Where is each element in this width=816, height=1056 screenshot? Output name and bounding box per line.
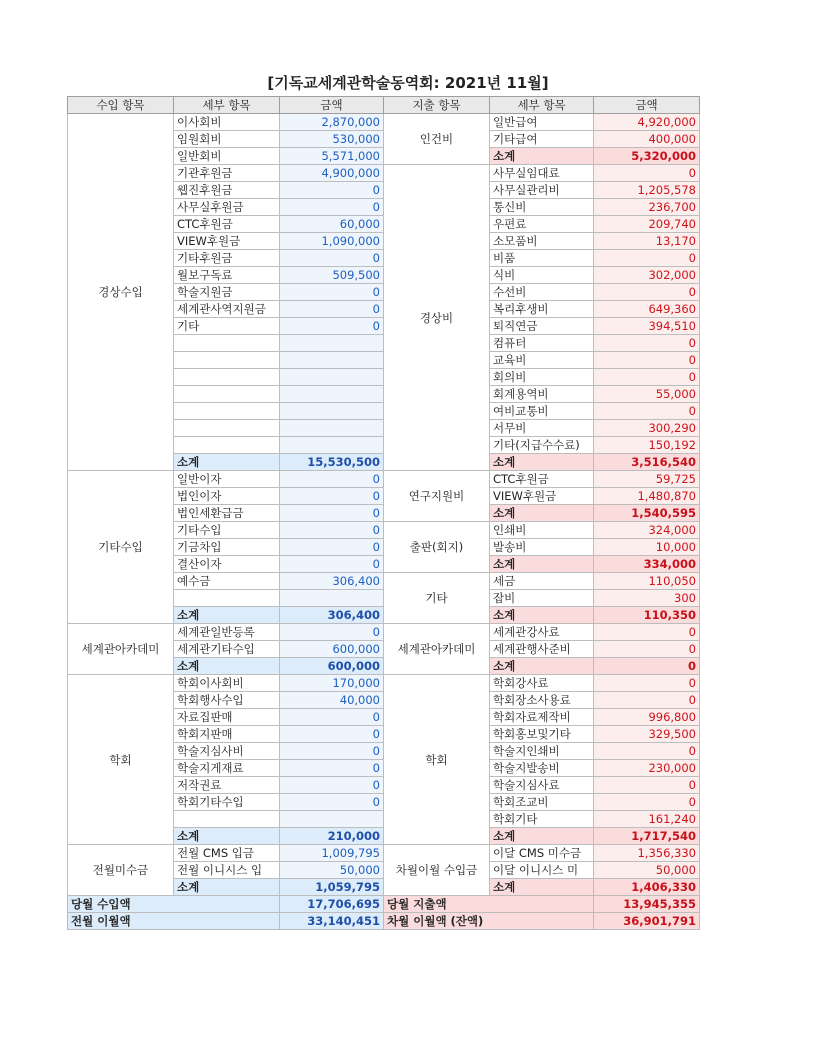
income-detail [174, 335, 280, 352]
income-total: 17,706,695 [280, 896, 384, 913]
expense-detail: 이달 이니시스 미 [490, 862, 594, 879]
income-detail: 학회행사수입 [174, 692, 280, 709]
expense-detail: 학회조교비 [490, 794, 594, 811]
expense-detail: 학술지발송비 [490, 760, 594, 777]
expense-category: 세계관아카데미 [384, 624, 490, 675]
expense-amount: 110,050 [594, 573, 700, 590]
expense-detail: 세계관행사준비 [490, 641, 594, 658]
income-category: 전월미수금 [68, 845, 174, 896]
income-detail: 학회이사회비 [174, 675, 280, 692]
income-detail: 예수금 [174, 573, 280, 590]
expense-amount: 302,000 [594, 267, 700, 284]
expense-detail: 소모품비 [490, 233, 594, 250]
expense-amount: 0 [594, 369, 700, 386]
income-category: 세계관아카데미 [68, 624, 174, 675]
expense-amount: 300 [594, 590, 700, 607]
income-detail: 일반이자 [174, 471, 280, 488]
expense-amount: 4,920,000 [594, 114, 700, 131]
expense-amount: 0 [594, 794, 700, 811]
income-amount: 530,000 [280, 131, 384, 148]
expense-detail: 학술지심사료 [490, 777, 594, 794]
expense-amount: 59,725 [594, 471, 700, 488]
expense-amount: 329,500 [594, 726, 700, 743]
income-total-label: 당월 수입액 [68, 896, 280, 913]
expense-detail: 인쇄비 [490, 522, 594, 539]
income-detail [174, 352, 280, 369]
expense-amount: 0 [594, 675, 700, 692]
income-amount: 0 [280, 624, 384, 641]
income-category: 기타수입 [68, 471, 174, 624]
expense-total-label: 차월 이월액 (잔액) [384, 913, 594, 930]
income-detail: 기타수입 [174, 522, 280, 539]
expense-amount: 0 [594, 352, 700, 369]
expense-subtotal: 3,516,540 [594, 454, 700, 471]
income-detail: 이사회비 [174, 114, 280, 131]
expense-detail: 컴퓨터 [490, 335, 594, 352]
expense-amount: 0 [594, 743, 700, 760]
expense-detail: 사무실임대료 [490, 165, 594, 182]
expense-category: 기타 [384, 573, 490, 624]
income-detail: 학술지게재료 [174, 760, 280, 777]
expense-amount: 996,800 [594, 709, 700, 726]
income-amount [280, 369, 384, 386]
income-amount: 0 [280, 505, 384, 522]
expense-category: 경상비 [384, 165, 490, 471]
expense-amount: 0 [594, 250, 700, 267]
income-subtotal-label: 소계 [174, 828, 280, 845]
expense-subtotal: 1,406,330 [594, 879, 700, 896]
income-amount: 0 [280, 794, 384, 811]
ledger-table [67, 96, 700, 930]
income-detail: 임원회비 [174, 131, 280, 148]
income-amount: 2,870,000 [280, 114, 384, 131]
income-category: 경상수입 [68, 114, 174, 471]
expense-amount: 0 [594, 284, 700, 301]
expense-detail: 회계용역비 [490, 386, 594, 403]
expense-amount: 1,205,578 [594, 182, 700, 199]
income-detail [174, 590, 280, 607]
expense-subtotal-label: 소계 [490, 607, 594, 624]
income-amount: 0 [280, 318, 384, 335]
expense-detail: CTC후원금 [490, 471, 594, 488]
header-row [68, 97, 700, 114]
income-detail: 결산이자 [174, 556, 280, 573]
expense-subtotal: 110,350 [594, 607, 700, 624]
income-amount: 50,000 [280, 862, 384, 879]
table-row [68, 675, 700, 692]
expense-amount: 0 [594, 624, 700, 641]
income-detail [174, 369, 280, 386]
expense-amount: 0 [594, 641, 700, 658]
expense-detail: 여비교통비 [490, 403, 594, 420]
income-amount: 509,500 [280, 267, 384, 284]
expense-amount: 400,000 [594, 131, 700, 148]
expense-detail: 우편료 [490, 216, 594, 233]
income-amount: 0 [280, 250, 384, 267]
expense-detail: 발송비 [490, 539, 594, 556]
expense-detail: 비품 [490, 250, 594, 267]
income-detail: 기금차입 [174, 539, 280, 556]
expense-subtotal-label: 소계 [490, 454, 594, 471]
expense-category: 연구지원비 [384, 471, 490, 522]
income-detail: 사무실후원금 [174, 199, 280, 216]
expense-amount: 150,192 [594, 437, 700, 454]
expense-detail: 식비 [490, 267, 594, 284]
income-amount: 600,000 [280, 641, 384, 658]
income-subtotal-label: 소계 [174, 879, 280, 896]
expense-subtotal-label: 소계 [490, 556, 594, 573]
income-detail: 법인세환급금 [174, 505, 280, 522]
column-header: 세부 항목 [490, 97, 594, 114]
expense-detail: 일반급여 [490, 114, 594, 131]
expense-subtotal: 5,320,000 [594, 148, 700, 165]
expense-detail: 이달 CMS 미수금 [490, 845, 594, 862]
expense-detail: 서무비 [490, 420, 594, 437]
income-amount [280, 590, 384, 607]
column-header: 수입 항목 [68, 97, 174, 114]
expense-detail: 회의비 [490, 369, 594, 386]
expense-detail: 세금 [490, 573, 594, 590]
expense-detail: 학회홍보및기타 [490, 726, 594, 743]
expense-detail: 잡비 [490, 590, 594, 607]
expense-amount: 1,480,870 [594, 488, 700, 505]
report-title: [기독교세계관학술동역회: 2021년 11월] [267, 74, 549, 92]
expense-subtotal-label: 소계 [490, 505, 594, 522]
income-subtotal-label: 소계 [174, 658, 280, 675]
expense-amount: 649,360 [594, 301, 700, 318]
expense-amount: 0 [594, 335, 700, 352]
expense-amount: 300,290 [594, 420, 700, 437]
table-row [68, 845, 700, 862]
income-amount [280, 437, 384, 454]
income-total: 33,140,451 [280, 913, 384, 930]
income-detail: 전월 이니시스 입 [174, 862, 280, 879]
expense-subtotal-label: 소계 [490, 658, 594, 675]
income-detail: 저작권료 [174, 777, 280, 794]
income-amount: 40,000 [280, 692, 384, 709]
expense-detail: 교육비 [490, 352, 594, 369]
income-amount [280, 420, 384, 437]
column-header: 금액 [280, 97, 384, 114]
expense-category: 차월이월 수입금 [384, 845, 490, 896]
expense-category: 출판(회지) [384, 522, 490, 573]
income-amount: 0 [280, 743, 384, 760]
income-amount [280, 352, 384, 369]
income-detail: 학술지원금 [174, 284, 280, 301]
carry-total-row [68, 913, 700, 930]
expense-subtotal: 1,717,540 [594, 828, 700, 845]
income-subtotal: 1,059,795 [280, 879, 384, 896]
expense-amount: 0 [594, 403, 700, 420]
expense-subtotal-label: 소계 [490, 148, 594, 165]
expense-detail: 학회장소사용료 [490, 692, 594, 709]
income-amount: 0 [280, 777, 384, 794]
income-amount [280, 386, 384, 403]
expense-subtotal: 1,540,595 [594, 505, 700, 522]
income-amount: 60,000 [280, 216, 384, 233]
income-amount: 0 [280, 471, 384, 488]
income-detail: 일반회비 [174, 148, 280, 165]
expense-detail: 퇴직연금 [490, 318, 594, 335]
expense-detail: VIEW후원금 [490, 488, 594, 505]
income-amount: 0 [280, 760, 384, 777]
expense-amount: 13,170 [594, 233, 700, 250]
income-amount: 0 [280, 726, 384, 743]
income-amount: 170,000 [280, 675, 384, 692]
income-detail: 세계관사역지원금 [174, 301, 280, 318]
column-header: 세부 항목 [174, 97, 280, 114]
income-detail: VIEW후원금 [174, 233, 280, 250]
income-detail: 기타 [174, 318, 280, 335]
income-detail: 학회기타수입 [174, 794, 280, 811]
expense-amount: 1,356,330 [594, 845, 700, 862]
expense-amount: 209,740 [594, 216, 700, 233]
income-amount [280, 403, 384, 420]
income-subtotal-label: 소계 [174, 454, 280, 471]
expense-subtotal: 334,000 [594, 556, 700, 573]
income-detail [174, 811, 280, 828]
expense-subtotal-label: 소계 [490, 879, 594, 896]
income-amount: 0 [280, 522, 384, 539]
income-amount: 4,900,000 [280, 165, 384, 182]
expense-detail: 수선비 [490, 284, 594, 301]
expense-detail: 학회기타 [490, 811, 594, 828]
expense-amount: 236,700 [594, 199, 700, 216]
expense-amount: 50,000 [594, 862, 700, 879]
income-subtotal: 210,000 [280, 828, 384, 845]
expense-amount: 324,000 [594, 522, 700, 539]
income-detail [174, 420, 280, 437]
expense-amount: 230,000 [594, 760, 700, 777]
expense-subtotal: 0 [594, 658, 700, 675]
expense-amount: 0 [594, 165, 700, 182]
expense-subtotal-label: 소계 [490, 828, 594, 845]
income-subtotal: 15,530,500 [280, 454, 384, 471]
income-detail: 기타후원금 [174, 250, 280, 267]
income-amount: 5,571,000 [280, 148, 384, 165]
table-row [68, 114, 700, 131]
month-total-row [68, 896, 700, 913]
expense-detail: 학술지인쇄비 [490, 743, 594, 760]
table-row [68, 471, 700, 488]
expense-detail: 통신비 [490, 199, 594, 216]
income-amount: 0 [280, 709, 384, 726]
income-amount: 0 [280, 301, 384, 318]
expense-detail: 기타(지급수수료) [490, 437, 594, 454]
income-amount: 0 [280, 488, 384, 505]
income-detail: 전월 CMS 입금 [174, 845, 280, 862]
income-detail: 세계관기타수입 [174, 641, 280, 658]
income-detail: 자료집판매 [174, 709, 280, 726]
income-detail [174, 386, 280, 403]
expense-category: 인건비 [384, 114, 490, 165]
income-subtotal: 600,000 [280, 658, 384, 675]
income-detail: 월보구독료 [174, 267, 280, 284]
expense-detail: 사무실관리비 [490, 182, 594, 199]
income-amount: 1,009,795 [280, 845, 384, 862]
income-total-label: 전월 이월액 [68, 913, 280, 930]
expense-detail: 학회강사료 [490, 675, 594, 692]
income-amount [280, 811, 384, 828]
expense-total: 36,901,791 [594, 913, 700, 930]
table-row [68, 624, 700, 641]
expense-amount: 0 [594, 777, 700, 794]
income-detail: 기관후원금 [174, 165, 280, 182]
income-detail [174, 403, 280, 420]
income-amount: 306,400 [280, 573, 384, 590]
income-detail [174, 437, 280, 454]
income-subtotal-label: 소계 [174, 607, 280, 624]
income-detail: 웹진후원금 [174, 182, 280, 199]
income-detail: 법인이자 [174, 488, 280, 505]
expense-amount: 394,510 [594, 318, 700, 335]
income-detail: CTC후원금 [174, 216, 280, 233]
expense-total: 13,945,355 [594, 896, 700, 913]
expense-amount: 10,000 [594, 539, 700, 556]
income-category: 학회 [68, 675, 174, 845]
income-amount: 0 [280, 284, 384, 301]
income-detail: 세계관일반등록 [174, 624, 280, 641]
column-header: 금액 [594, 97, 700, 114]
income-amount: 0 [280, 182, 384, 199]
expense-detail: 세계관강사료 [490, 624, 594, 641]
expense-detail: 복리후생비 [490, 301, 594, 318]
income-detail: 학회지판매 [174, 726, 280, 743]
income-subtotal: 306,400 [280, 607, 384, 624]
income-amount: 0 [280, 556, 384, 573]
expense-amount: 55,000 [594, 386, 700, 403]
expense-category: 학회 [384, 675, 490, 845]
income-detail: 학술지심사비 [174, 743, 280, 760]
expense-detail: 학회자료제작비 [490, 709, 594, 726]
expense-detail: 기타급여 [490, 131, 594, 148]
income-amount: 1,090,000 [280, 233, 384, 250]
expense-total-label: 당월 지출액 [384, 896, 594, 913]
column-header: 지출 항목 [384, 97, 490, 114]
income-amount: 0 [280, 539, 384, 556]
income-amount: 0 [280, 199, 384, 216]
expense-amount: 0 [594, 692, 700, 709]
expense-amount: 161,240 [594, 811, 700, 828]
income-amount [280, 335, 384, 352]
